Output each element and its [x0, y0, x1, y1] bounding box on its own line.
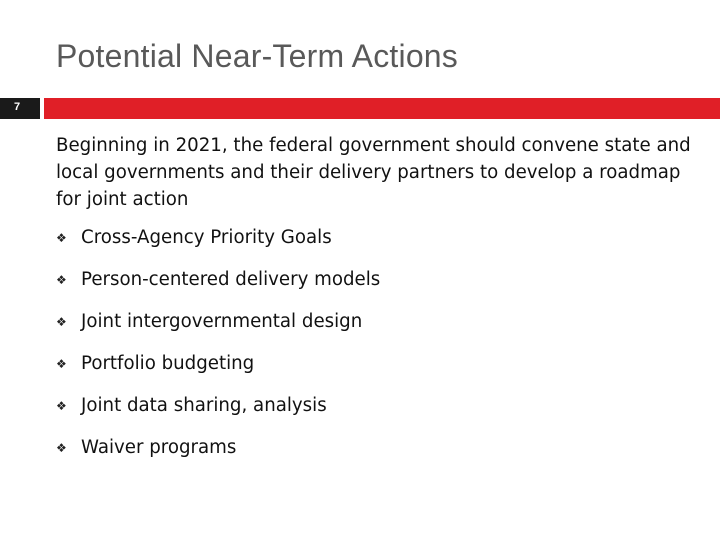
accent-bar	[44, 98, 720, 119]
intro-paragraph: Beginning in 2021, the federal government should convene state and local governments and their delivery partners to develop a roadmap for joint action	[56, 135, 691, 210]
bullet-text: Joint intergovernmental design	[81, 311, 363, 332]
diamond-bullet-icon: ❖	[56, 315, 67, 329]
bullet-list	[56, 222, 380, 474]
slide-number-box	[0, 98, 40, 119]
bullet-text: Joint data sharing, analysis	[81, 395, 327, 416]
bullet-text: Waiver programs	[81, 437, 237, 458]
slide-title: Potential Near-Term Actions	[56, 38, 459, 74]
bullet-text: Person-centered delivery models	[81, 269, 381, 290]
list-item	[56, 222, 380, 264]
diamond-bullet-icon: ❖	[56, 357, 67, 371]
diamond-bullet-icon: ❖	[56, 231, 67, 245]
list-item	[56, 264, 380, 306]
bullet-text: Portfolio budgeting	[81, 353, 255, 374]
slide-number: 7	[14, 101, 21, 113]
list-item	[56, 390, 380, 432]
diamond-bullet-icon: ❖	[56, 399, 67, 413]
list-item	[56, 432, 380, 474]
list-item	[56, 306, 380, 348]
list-item	[56, 348, 380, 390]
diamond-bullet-icon: ❖	[56, 441, 67, 455]
bullet-text: Cross-Agency Priority Goals	[81, 227, 332, 248]
diamond-bullet-icon: ❖	[56, 273, 67, 287]
